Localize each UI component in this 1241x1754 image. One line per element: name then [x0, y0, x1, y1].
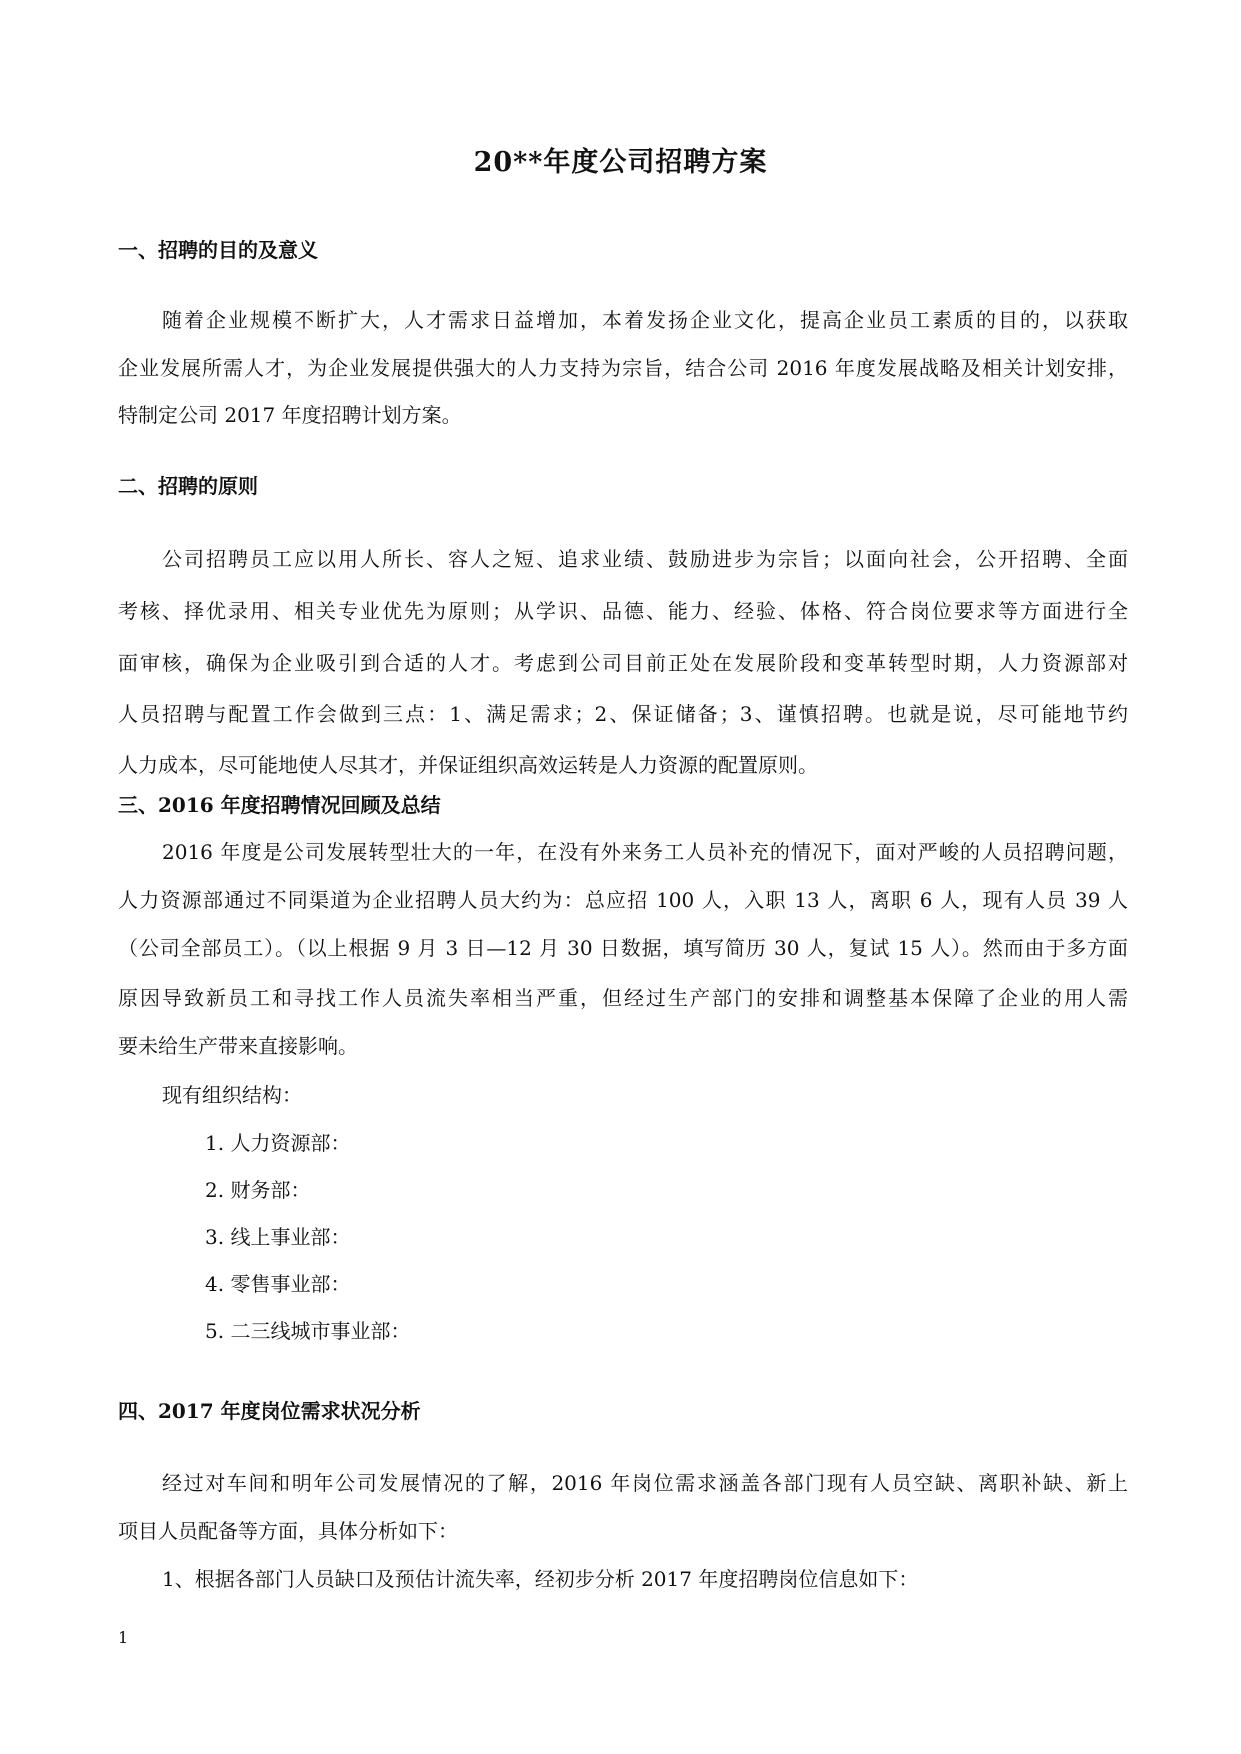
org-structure-intro: 现有组织结构： — [162, 1083, 302, 1107]
org-list-item: 5. 二三线城市事业部： — [205, 1319, 411, 1343]
org-list-item: 4. 零售事业部： — [205, 1272, 351, 1296]
paragraph-line: （公司全部员工）。（以上根据 9 月 3 日—12 月 30 日数据，填写简历 30 人，复试 15 人）。然而由于多方面 — [118, 936, 1128, 960]
paragraph-line: 考核、择优录用、相关专业优先为原则；从学识、品德、能力、经验、体格、符合岗位要求等方面进行全 — [118, 599, 1128, 623]
section-heading-principles: 二、招聘的原则 — [118, 474, 258, 498]
paragraph-line: 项目人员配备等方面，具体分析如下： — [118, 1519, 458, 1543]
paragraph-line: 人员招聘与配置工作会做到三点：1、满足需求；2、保证储备；3、谨慎招聘。也就是说，尽可能地节约 — [118, 702, 1128, 726]
paragraph-line: 经过对车间和明年公司发展情况的了解，2016 年岗位需求涵盖各部门现有人员空缺、离职补缺、新上 — [162, 1471, 1128, 1495]
section-heading-review: 三、2016 年度招聘情况回顾及总结 — [118, 793, 441, 817]
org-list-item: 1. 人力资源部： — [205, 1131, 351, 1155]
paragraph-line: 2016 年度是公司发展转型壮大的一年，在没有外来务工人员补充的情况下，面对严峻的人员招聘问题， — [162, 840, 1128, 864]
page-number: 1 — [118, 1628, 129, 1647]
paragraph-line: 人力成本，尽可能地使人尽其才，并保证组织高效运转是人力资源的配置原则。 — [118, 753, 818, 777]
paragraph-line: 面审核，确保为企业吸引到合适的人才。考虑到公司目前正处在发展阶段和变革转型时期，人力资源部对 — [118, 651, 1128, 675]
paragraph-line: 公司招聘员工应以用人所长、容人之短、追求业绩、鼓励进步为宗旨；以面向社会，公开招聘、全面 — [162, 547, 1128, 571]
paragraph-line: 特制定公司 2017 年度招聘计划方案。 — [118, 403, 462, 427]
paragraph-line: 原因导致新员工和寻找工作人员流失率相当严重，但经过生产部门的安排和调整基本保障了企业的用人需 — [118, 986, 1128, 1010]
paragraph-line: 要未给生产带来直接影响。 — [118, 1034, 358, 1058]
paragraph-line: 人力资源部通过不同渠道为企业招聘人员大约为：总应招 100 人，入职 13 人，离职 6 人，现有人员 39 人 — [118, 888, 1128, 912]
paragraph-line: 1、根据各部门人员缺口及预估计流失率，经初步分析 2017 年度招聘岗位信息如下： — [162, 1567, 919, 1591]
paragraph-line: 随着企业规模不断扩大，人才需求日益增加，本着发扬企业文化，提高企业员工素质的目的，以获取 — [162, 308, 1128, 332]
org-list-item: 3. 线上事业部： — [205, 1225, 351, 1249]
section-heading-demand-analysis: 四、2017 年度岗位需求状况分析 — [118, 1399, 421, 1423]
document-title: 20**年度公司招聘方案 — [473, 147, 768, 178]
org-list-item: 2. 财务部： — [205, 1178, 311, 1202]
paragraph-line: 企业发展所需人才，为企业发展提供强大的人力支持为宗旨，结合公司 2016 年度发展战略及相关计划安排， — [118, 356, 1128, 380]
section-heading-purpose: 一、招聘的目的及意义 — [118, 238, 318, 262]
